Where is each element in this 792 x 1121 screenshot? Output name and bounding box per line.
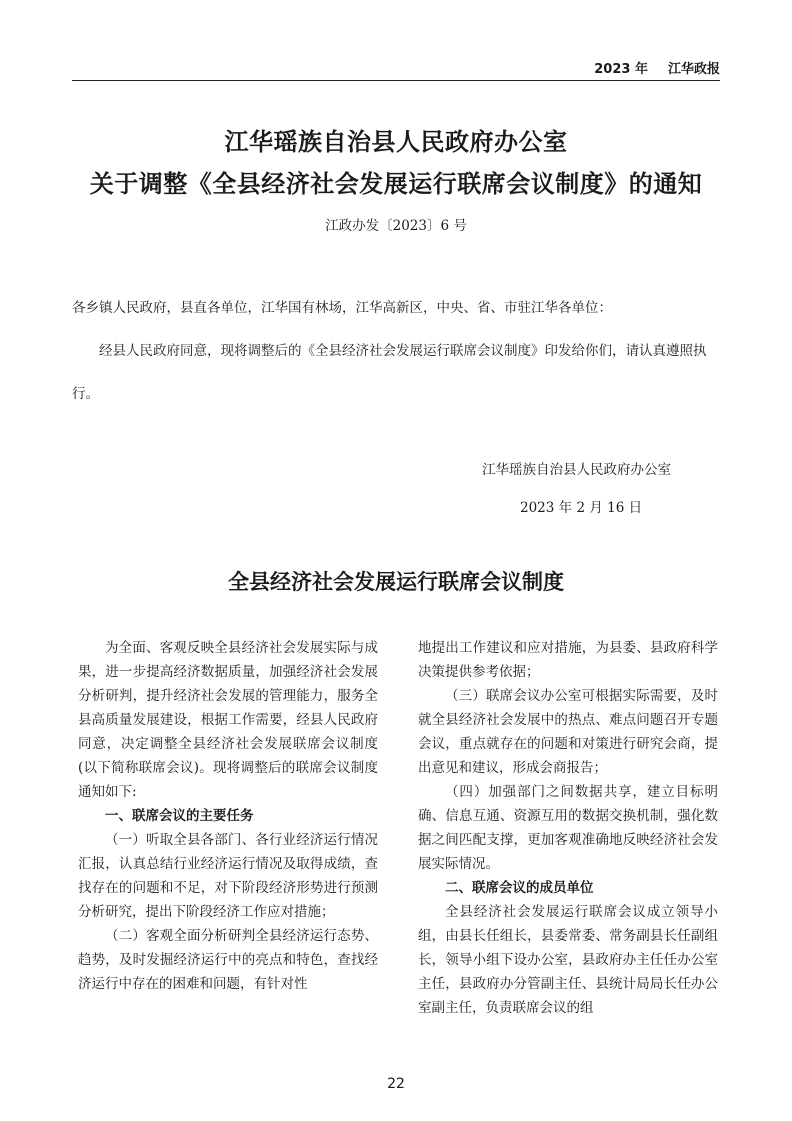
task-item-4: （四）加强部门之间数据共享，建立目标明确、信息互通、资源互用的数据交换机制，强化数据之间匹配支撑，更加客观准确地反映经济社会发展实际情况。 [418, 784, 718, 872]
members-paragraph: 全县经济社会发展运行联席会议成立领导小组，由县长任组长，县委常委、常务副县长任副组长，领导小组下设办公室，县政府办主任任办公室主任，县政府办分管副主任、县统计局局长任办公室副主任，负责联席会议的组 [418, 904, 718, 1016]
document-number: 江政办发〔2023〕6 号 [325, 218, 467, 234]
section-heading-2: 二、联席会议的成员单位 [445, 880, 594, 896]
task-item-3: （三）联席会议办公室可根据实际需要，及时就全县经济社会发展中的热点、难点问题召开专题会议，重点就存在的问题和对策进行研究会商，提出意见和建议，形成会商报告； [418, 688, 718, 776]
section-heading-1: 一、联席会议的主要任务 [105, 808, 254, 824]
policy-title: 全县经济社会发展运行联席会议制度 [228, 569, 564, 594]
notice-paragraph: 经县人民政府同意，现将调整后的《全县经济社会发展运行联席会议制度》印发给你们，请认真遵照执行。 [72, 343, 707, 402]
right-column [418, 636, 718, 1020]
signing-office: 江华瑶族自治县人民政府办公室 [482, 462, 671, 478]
page-number: 22 [387, 1076, 405, 1092]
header-publication: 江华政报 [667, 62, 720, 77]
header-year: 2023 年 [594, 62, 648, 77]
task-item-1: （一）听取全县各部门、各行业经济运行情况汇报，认真总结行业经济运行情况及取得成绩，查找存在的问题和不足，对下阶段经济形势进行预测分析研究，提出下阶段经济工作应对措施； [78, 832, 378, 920]
issue-date: 2023 年 2 月 16 日 [520, 500, 643, 516]
left-column [78, 636, 378, 996]
header-divider [72, 80, 720, 81]
salutation: 各乡镇人民政府，县直各单位，江华国有林场，江华高新区，中央、省、市驻江华各单位： [72, 300, 612, 316]
task-item-2-continued: 地提出工作建议和应对措施，为县委、县政府科学决策提供参考依据； [418, 640, 718, 680]
intro-paragraph: 为全面、客观反映全县经济社会发展实际与成果，进一步提高经济数据质量，加强经济社会发展分析研判，提升经济社会发展的管理能力，服务全县高质量发展建设，根据工作需要，经县人民政府同意，决定调整全县经济社会发展联席会议制度(以下简称联席会议)。现将调整后的联席会议制度通知如下: [78, 640, 378, 800]
task-item-2: （二）客观全面分析研判全县经济运行态势、趋势，及时发掘经济运行中的亮点和特色，查找经济运行中存在的困难和问题，有针对性 [78, 928, 378, 992]
notice-title-line2: 关于调整《全县经济社会发展运行联席会议制度》的通知 [89, 169, 703, 198]
running-header [594, 58, 720, 77]
notice-title-line1: 江华瑶族自治县人民政府办公室 [224, 127, 568, 156]
